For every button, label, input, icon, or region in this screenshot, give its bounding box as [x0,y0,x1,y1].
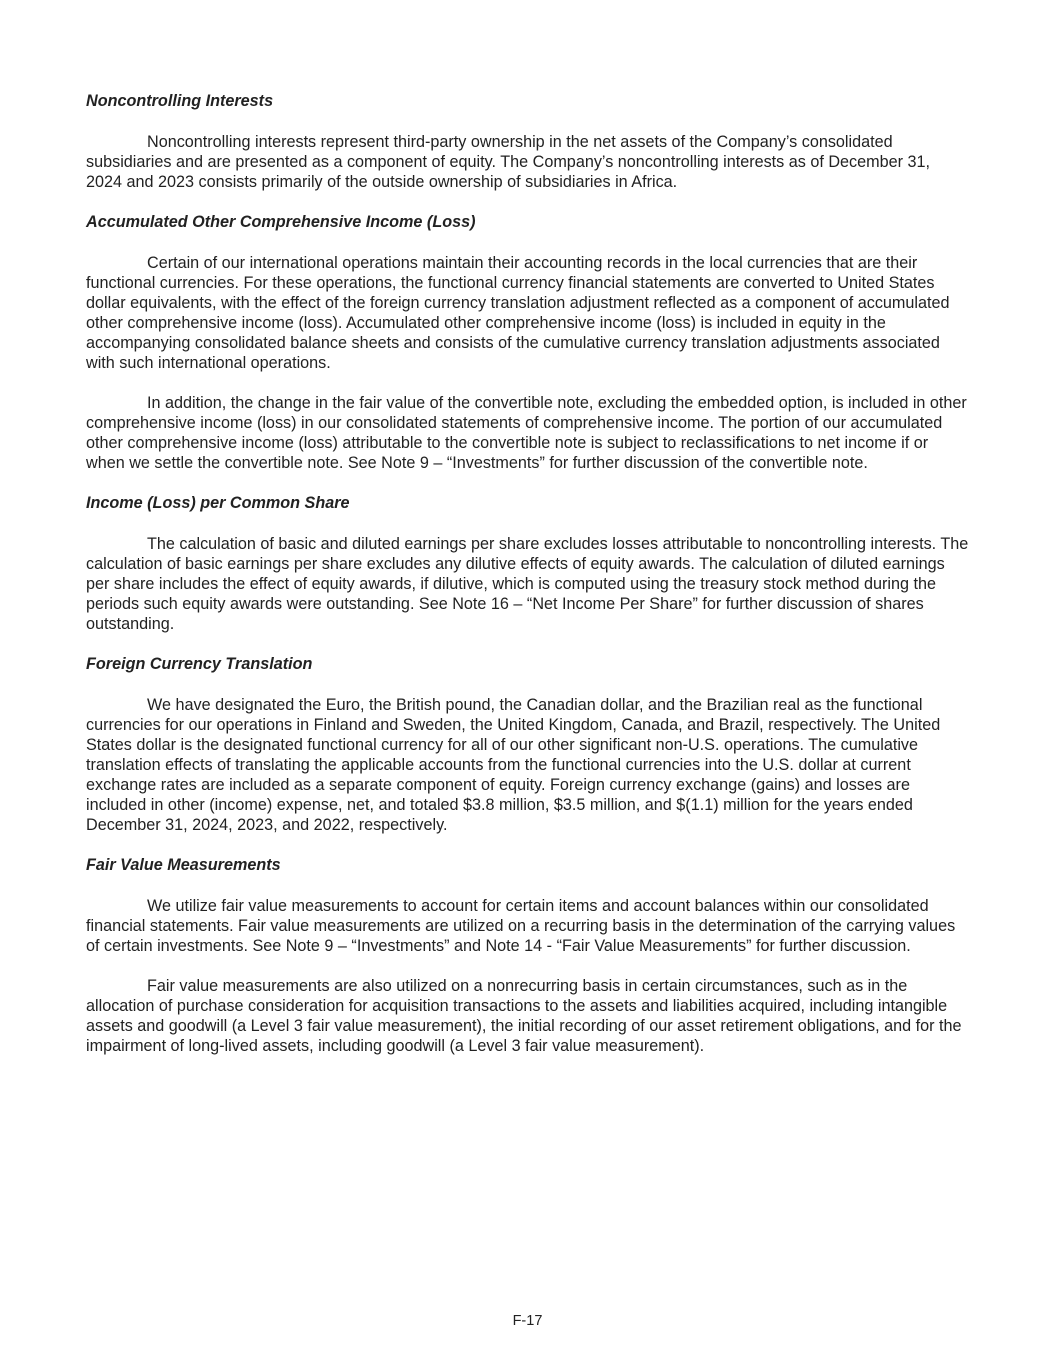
section-fair-value-measurements [86,855,970,1056]
section-noncontrolling-interests [86,91,970,192]
section-heading: Foreign Currency Translation [86,655,313,673]
page-number: F-17 [512,1313,543,1329]
section-heading: Income (Loss) per Common Share [86,494,350,512]
paragraph: Noncontrolling interests represent third-party ownership in the net assets of the Company’s consolidated subsidiaries and are presented as a component of equity. The Company’s noncontrolling interests as of December 31, 2024 and 2023 consists primarily of the outside ownership of subsidiaries in Africa. [86,133,931,191]
paragraph: Fair value measurements are also utilized on a nonrecurring basis in certain circumstances, such as in the allocation of purchase consideration for acquisition transactions to the assets and liabilities acquired, including intangible assets and goodwill (a Level 3 fair value measurement), the initial recording of our asset retirement obligations, and for the impairment of long-lived assets, including goodwill (a Level 3 fair value measurement). [86,977,962,1055]
section-income-per-common-share [86,493,970,634]
section-heading: Noncontrolling Interests [86,92,274,110]
section-heading: Fair Value Measurements [86,856,281,874]
section-foreign-currency-translation [86,654,970,835]
paragraph: We utilize fair value measurements to account for certain items and account balances within our consolidated financial statements. Fair value measurements are utilized on a recurring basis in the determination of the carrying values of certain investments. See Note 9 – “Investments” and Note 14 - “Fair Value Measurements” for further discussion. [86,897,956,955]
document-body [86,91,970,1076]
paragraph: In addition, the change in the fair value of the convertible note, excluding the embedded option, is included in other comprehensive income (loss) in our consolidated statements of comprehensive income. The portion of our accumulated other comprehensive income (loss) attributable to the convertible note is subject to reclassifications to net income if or when we settle the convertible note. See Note 9 – “Investments” for further discussion of the convertible note. [86,394,967,472]
section-heading: Accumulated Other Comprehensive Income (Loss) [86,213,476,231]
paragraph: Certain of our international operations maintain their accounting records in the local currencies that are their functional currencies. For these operations, the functional currency financial statements are converted to United States dollar equivalents, with the effect of the foreign currency translation adjustment reflected as a component of accumulated other comprehensive income (loss). Accumulated other comprehensive income (loss) is included in equity in the accompanying consolidated balance sheets and consists of the cumulative currency translation adjustments associated with such international operations. [86,254,950,372]
section-accumulated-other-comprehensive-income [86,212,970,473]
paragraph: We have designated the Euro, the British pound, the Canadian dollar, and the Brazilian real as the functional currencies for our operations in Finland and Sweden, the United Kingdom, Canada, and Brazil, respectively. The United States dollar is the designated functional currency for all of our other significant non-U.S. operations. The cumulative translation effects of translating the applicable accounts from the functional currencies into the U.S. dollar at current exchange rates are included as a separate component of equity. Foreign currency exchange (gains) and losses are included in other (income) expense, net, and totaled $3.8 million, $3.5 million, and $(1.1) million for the years ended December 31, 2024, 2023, and 2022, respectively. [86,696,941,834]
paragraph: The calculation of basic and diluted earnings per share excludes losses attributable to noncontrolling interests. The calculation of basic earnings per share excludes any dilutive effects of equity awards. The calculation of diluted earnings per share includes the effect of equity awards, if dilutive, which is computed using the treasury stock method during the periods such equity awards were outstanding. See Note 16 – “Net Income Per Share” for further discussion of shares outstanding. [86,535,969,633]
